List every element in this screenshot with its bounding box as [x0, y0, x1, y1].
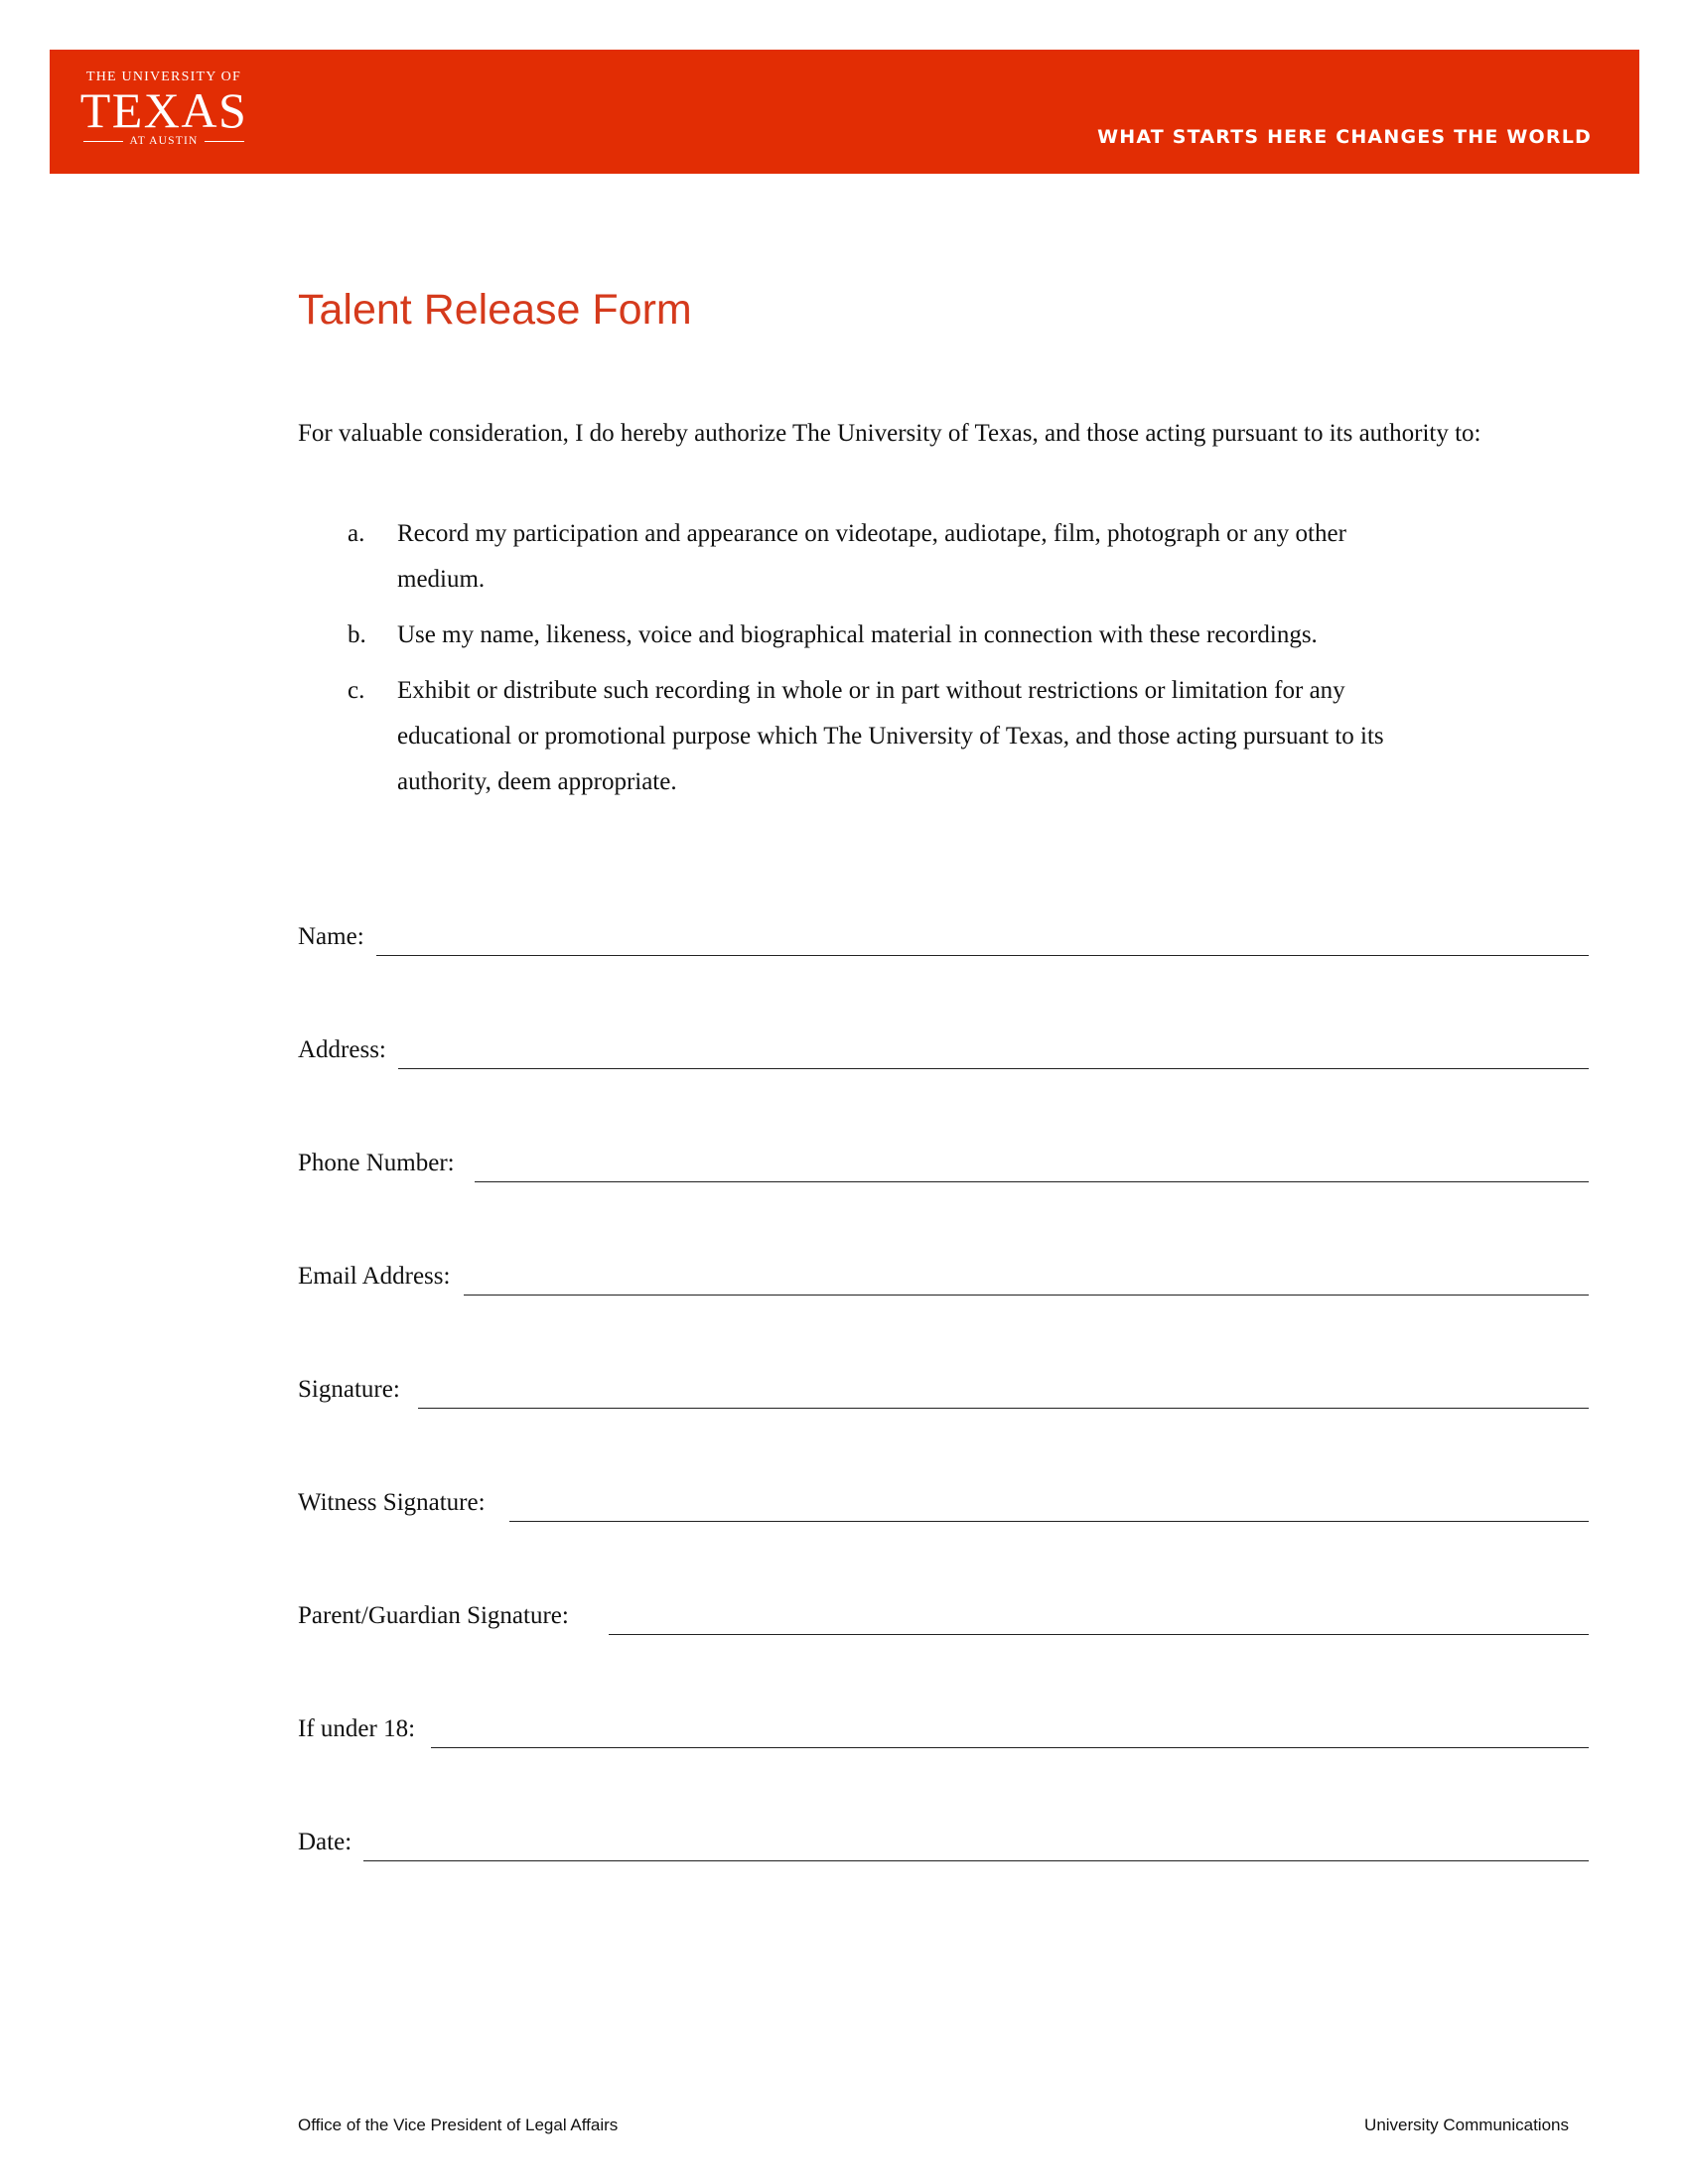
- logo-line-3: AT AUSTIN: [129, 135, 199, 147]
- date-label: Date:: [298, 1829, 352, 1855]
- email-field-row: [298, 1256, 1589, 1296]
- footer-office: Office of the Vice President of Legal Affairs: [298, 2116, 619, 2134]
- guardian-signature-field[interactable]: [609, 1605, 1589, 1634]
- list-item: [298, 668, 1440, 805]
- email-line: [464, 1266, 1589, 1296]
- date-field[interactable]: [363, 1832, 1589, 1860]
- under-18-field[interactable]: [431, 1718, 1589, 1747]
- list-marker: c.: [348, 677, 365, 704]
- logo-line-1: THE UNIVERSITY OF: [86, 69, 241, 84]
- signature-field-row: [298, 1369, 1589, 1409]
- address-field[interactable]: [398, 1039, 1589, 1068]
- list-marker: a.: [348, 520, 365, 547]
- date-field-row: [298, 1822, 1589, 1861]
- logo-line-2: TEXAS: [79, 82, 248, 138]
- list-text: Exhibit or distribute such recording in whole or in part without restrictions or limitation for any educational or promotional purpose which The University of Texas, and those acting pursuant to its authority, deem appropriate.: [397, 677, 1384, 795]
- logo-rule-left: [83, 141, 123, 142]
- email-field[interactable]: [464, 1266, 1589, 1295]
- witness-signature-line: [509, 1492, 1589, 1522]
- header-banner: [50, 50, 1639, 174]
- email-label: Email Address:: [298, 1263, 451, 1290]
- witness-signature-label: Witness Signature:: [298, 1489, 486, 1516]
- university-logo: [74, 69, 253, 147]
- intro-paragraph: For valuable consideration, I do hereby authorize The University of Texas, and those acting pursuant to its authority to:: [298, 420, 1481, 447]
- phone-line: [475, 1153, 1589, 1182]
- authorization-list: [298, 511, 1440, 815]
- name-line: [376, 926, 1589, 956]
- address-line: [398, 1039, 1589, 1069]
- signature-label: Signature:: [298, 1376, 400, 1403]
- name-field[interactable]: [376, 926, 1589, 955]
- under-18-label: If under 18:: [298, 1715, 416, 1742]
- tagline: WHAT STARTS HERE CHANGES THE WORLD: [1097, 126, 1592, 148]
- name-field-row: [298, 916, 1589, 956]
- under-18-field-row: [298, 1708, 1589, 1748]
- list-item: [298, 511, 1440, 603]
- witness-signature-field[interactable]: [509, 1492, 1589, 1521]
- list-text: Use my name, likeness, voice and biographical material in connection with these recordings.: [397, 621, 1318, 648]
- list-text: Record my participation and appearance on videotape, audiotape, film, photograph or any other medium.: [397, 520, 1346, 593]
- address-label: Address:: [298, 1036, 386, 1063]
- phone-field[interactable]: [475, 1153, 1589, 1181]
- guardian-signature-field-row: [298, 1595, 1589, 1635]
- signature-field[interactable]: [418, 1379, 1589, 1408]
- list-item: [298, 613, 1440, 658]
- address-field-row: [298, 1029, 1589, 1069]
- guardian-signature-line: [609, 1605, 1589, 1635]
- footer-department: University Communications: [1364, 2116, 1569, 2134]
- witness-signature-field-row: [298, 1482, 1589, 1522]
- list-marker: b.: [348, 621, 366, 648]
- phone-field-row: [298, 1143, 1589, 1182]
- name-label: Name:: [298, 923, 364, 950]
- logo-rule-right: [205, 141, 244, 142]
- form-title: Talent Release Form: [298, 286, 692, 334]
- guardian-signature-label: Parent/Guardian Signature:: [298, 1602, 569, 1629]
- under-18-line: [431, 1718, 1589, 1748]
- signature-line: [418, 1379, 1589, 1409]
- date-line: [363, 1832, 1589, 1861]
- phone-label: Phone Number:: [298, 1150, 455, 1176]
